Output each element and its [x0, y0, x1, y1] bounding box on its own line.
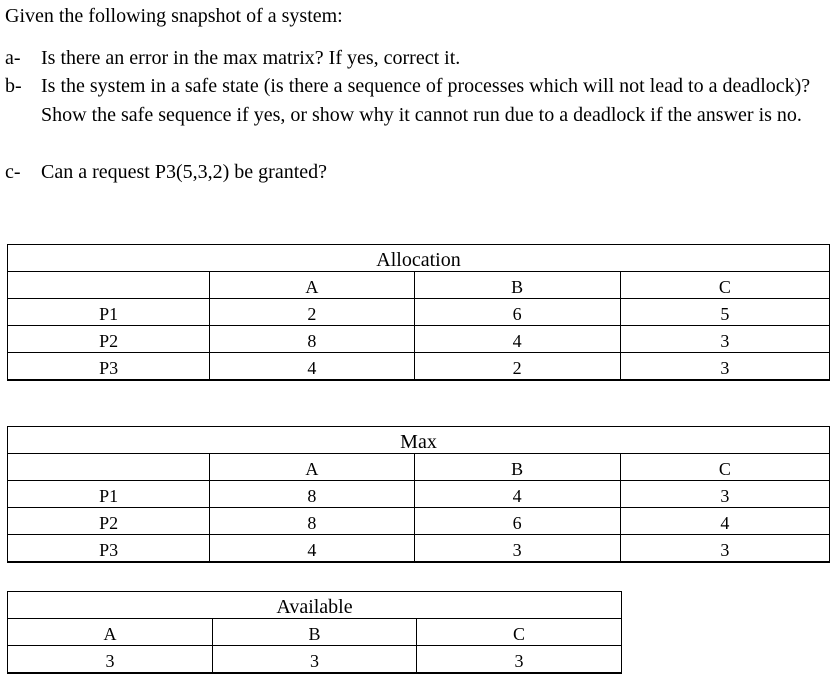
process-label: P3	[8, 353, 210, 381]
value-c: 3	[417, 646, 622, 674]
value-c: 3	[620, 535, 829, 563]
question-b-marker: b-	[5, 75, 22, 97]
table-header-row	[8, 272, 830, 299]
value-a: 4	[210, 535, 414, 563]
header-c: C	[620, 454, 829, 481]
header-blank-cell	[8, 454, 210, 481]
value-c: 3	[620, 481, 829, 508]
question-c-text: Can a request P3(5,3,2) be granted?	[41, 161, 328, 183]
question-a-marker: a-	[5, 47, 21, 69]
table-row	[8, 353, 830, 381]
table-header-row	[8, 454, 830, 481]
header-a: A	[210, 454, 414, 481]
header-c: C	[417, 619, 622, 646]
header-blank-cell	[8, 272, 210, 299]
value-b: 3	[213, 646, 417, 674]
max-table	[7, 426, 830, 563]
available-title: Available	[8, 592, 622, 619]
table-header-row	[8, 619, 622, 646]
table-row	[8, 535, 830, 563]
process-label: P1	[8, 481, 210, 508]
value-b: 2	[414, 353, 620, 381]
table-row	[8, 481, 830, 508]
allocation-title: Allocation	[8, 245, 830, 272]
table-row	[8, 326, 830, 353]
value-c: 3	[620, 353, 829, 381]
header-b: B	[414, 272, 620, 299]
value-a: 2	[210, 299, 414, 326]
available-table	[7, 591, 622, 674]
value-b: 6	[414, 299, 620, 326]
value-a: 8	[210, 508, 414, 535]
value-a: 8	[210, 481, 414, 508]
table-title-row	[8, 592, 622, 619]
table-row	[8, 646, 622, 674]
max-title: Max	[8, 427, 830, 454]
value-a: 8	[210, 326, 414, 353]
process-label: P1	[8, 299, 210, 326]
value-c: 4	[620, 508, 829, 535]
header-a: A	[210, 272, 414, 299]
table-title-row	[8, 427, 830, 454]
header-b: B	[213, 619, 417, 646]
header-a: A	[8, 619, 213, 646]
process-label: P2	[8, 508, 210, 535]
value-b: 4	[414, 481, 620, 508]
value-b: 3	[414, 535, 620, 563]
value-c: 3	[620, 326, 829, 353]
header-b: B	[414, 454, 620, 481]
value-c: 5	[620, 299, 829, 326]
header-c: C	[620, 272, 829, 299]
table-row	[8, 299, 830, 326]
process-label: P3	[8, 535, 210, 563]
table-row	[8, 508, 830, 535]
value-a: 4	[210, 353, 414, 381]
question-a-text: Is there an error in the max matrix? If yes, correct it.	[41, 47, 461, 69]
question-b-text: Is the system in a safe state (is there a sequence of processes which will not lead to a deadlock)? Show the safe sequence if yes, or show why it cannot run due to a deadlock if the answer is no.	[41, 75, 811, 126]
value-b: 4	[414, 326, 620, 353]
question-c-marker: c-	[5, 161, 21, 183]
intro-text: Given the following snapshot of a system:	[5, 5, 343, 27]
value-b: 6	[414, 508, 620, 535]
allocation-table	[7, 244, 830, 381]
table-title-row	[8, 245, 830, 272]
value-a: 3	[8, 646, 213, 674]
process-label: P2	[8, 326, 210, 353]
